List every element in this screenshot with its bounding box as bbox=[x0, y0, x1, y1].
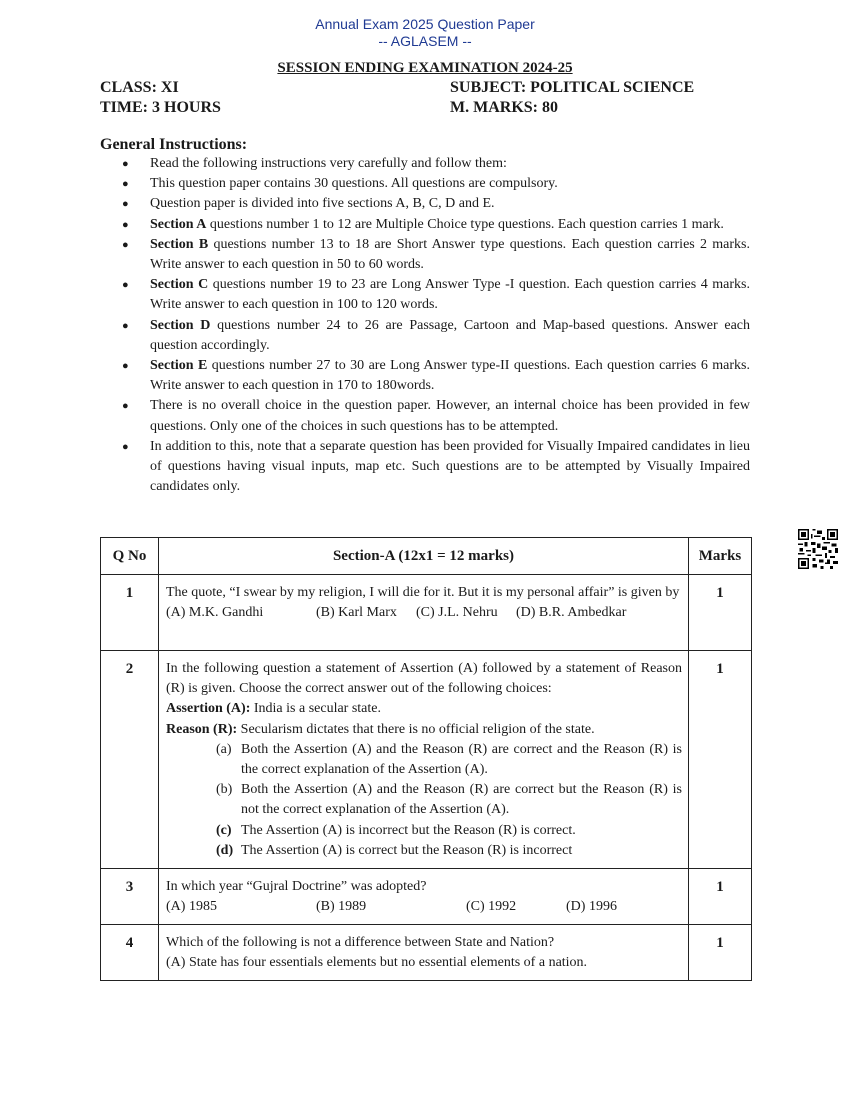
question-3-stem: In which year “Gujral Doctrine” was adopted? bbox=[166, 879, 427, 894]
question-marks: 1 bbox=[689, 651, 752, 869]
question-number: 4 bbox=[101, 925, 159, 981]
option: (a) Both the Assertion (A) and the Reason (R) are correct and the Reason (R) is the correct explanation of the Assertion (A). bbox=[216, 741, 682, 778]
question-3-options bbox=[166, 897, 682, 917]
watermark bbox=[0, 16, 850, 50]
table-row bbox=[101, 651, 752, 869]
session-title: SESSION ENDING EXAMINATION 2024-25 bbox=[277, 60, 573, 76]
time-label: TIME: 3 HOURS bbox=[100, 99, 221, 116]
question-text bbox=[159, 651, 689, 869]
table-row bbox=[101, 575, 752, 651]
instruction-item: ● Section B questions number 13 to 18 are Short Answer type questions. Each question carries 2 marks. Write answer to each question in 50 to 60 words. bbox=[122, 235, 750, 275]
question-number: 2 bbox=[101, 651, 159, 869]
option: (D) B.R. Ambedkar bbox=[516, 605, 627, 621]
question-4-stem: Which of the following is not a difference between State and Nation? bbox=[166, 935, 555, 950]
instruction-item: ● Section D questions number 24 to 26 are Passage, Cartoon and Map-based questions. Answer each question accordingly. bbox=[122, 316, 750, 356]
table-header-row bbox=[101, 538, 752, 575]
option: (A) 1985 bbox=[166, 899, 217, 915]
option: (D) 1996 bbox=[566, 899, 617, 915]
question-marks: 1 bbox=[689, 575, 752, 651]
instruction-item: ● Section C questions number 19 to 23 are Long Answer Type -I question. Each question carries 4 marks. Write answer to each question in 100 to 120 words. bbox=[122, 275, 750, 315]
question-1-options bbox=[166, 603, 682, 623]
header-qno: Q No bbox=[101, 538, 159, 575]
option: (d) The Assertion (A) is correct but the Reason (R) is incorrect bbox=[216, 842, 573, 858]
question-2-stem: In the following question a statement of Assertion (A) followed by a statement of Reason (R) is given. Choose the correct answer out of the following choices: bbox=[166, 661, 682, 697]
question-number: 1 bbox=[101, 575, 159, 651]
option: (B) Karl Marx bbox=[316, 605, 397, 621]
subject-label: SUBJECT: POLITICAL SCIENCE bbox=[450, 79, 695, 96]
watermark-line-1: Annual Exam 2025 Question Paper bbox=[315, 16, 535, 32]
question-marks: 1 bbox=[689, 925, 752, 981]
question-table bbox=[100, 537, 752, 981]
instruction-item: ● Section A questions number 1 to 12 are Multiple Choice type questions. Each question carries 1 mark. bbox=[122, 215, 750, 235]
qr-code-icon bbox=[798, 529, 838, 569]
question-marks: 1 bbox=[689, 869, 752, 925]
max-marks-label: M. MARKS: 80 bbox=[450, 99, 558, 116]
meta-row-2 bbox=[100, 99, 750, 119]
table-row bbox=[101, 925, 752, 981]
option: (C) J.L. Nehru bbox=[416, 605, 498, 621]
header-section: Section-A (12x1 = 12 marks) bbox=[159, 538, 689, 575]
meta-row-1 bbox=[100, 79, 750, 99]
option: (b) Both the Assertion (A) and the Reason (R) are correct but the Reason (R) is not the correct explanation of the Assertion (A). bbox=[216, 782, 682, 818]
question-1-stem: The quote, “I swear by my religion, I will die for it. But it is my personal affair” is given by bbox=[166, 585, 680, 600]
option: (B) 1989 bbox=[316, 899, 367, 915]
instruction-item: ● There is no overall choice in the question paper. However, an internal choice has been provided in few questions. Only one of the choices in such questions has to be attempted. bbox=[122, 396, 750, 436]
option: (C) 1992 bbox=[466, 899, 517, 915]
question-text bbox=[159, 925, 689, 981]
instruction-item: ● Question paper is divided into five sections A, B, C, D and E. bbox=[122, 194, 750, 214]
table-row bbox=[101, 869, 752, 925]
class-label: CLASS: XI bbox=[100, 79, 179, 96]
question-number: 3 bbox=[101, 869, 159, 925]
option: (A) M.K. Gandhi bbox=[166, 605, 264, 621]
reason: Reason (R): Secularism dictates that there is no official religion of the state. bbox=[166, 721, 595, 737]
watermark-line-2: -- AGLASEM -- bbox=[378, 33, 472, 49]
instruction-item: ● In addition to this, note that a separate question has been provided for Visually Impaired candidates in lieu of questions having visual inputs, map etc. Such questions are to be attempted by Visually Impaired candidates only. bbox=[122, 437, 750, 498]
question-text bbox=[159, 869, 689, 925]
general-instructions-heading: General Instructions: bbox=[100, 136, 248, 153]
option: (c) The Assertion (A) is incorrect but the Reason (R) is correct. bbox=[216, 822, 576, 838]
instructions-list bbox=[122, 154, 750, 497]
instruction-item: ● Read the following instructions very carefully and follow them: bbox=[122, 154, 750, 174]
question-text bbox=[159, 575, 689, 651]
instruction-item: ● This question paper contains 30 questions. All questions are compulsory. bbox=[122, 174, 750, 194]
instruction-item: ● Section E questions number 27 to 30 are Long Answer type-II questions. Each question carries 6 marks. Write answer to each question in 170 to 180words. bbox=[122, 356, 750, 396]
assertion: Assertion (A): India is a secular state. bbox=[166, 701, 381, 717]
option: (A) State has four essentials elements but no essential elements of a nation. bbox=[166, 955, 588, 971]
header-marks: Marks bbox=[689, 538, 752, 575]
